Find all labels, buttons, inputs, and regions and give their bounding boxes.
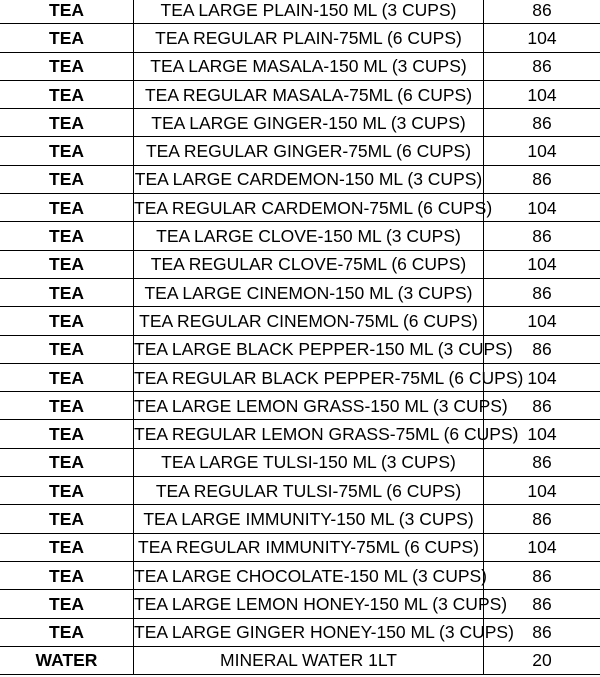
price-cell: 86: [484, 505, 600, 533]
price-cell: 86: [484, 165, 600, 193]
table-row: [0, 0, 600, 24]
category-cell: TEA: [0, 448, 134, 476]
category-cell: TEA: [0, 165, 134, 193]
item-cell: [134, 646, 484, 674]
category-cell: TEA: [0, 477, 134, 505]
item-name: TEA REGULAR LEMON GRASS-75ML (6 CUPS): [134, 424, 519, 445]
item-name: TEA LARGE LEMON HONEY-150 ML (3 CUPS): [134, 593, 508, 614]
item-name: TEA REGULAR CARDEMON-75ML (6 CUPS): [134, 197, 493, 218]
item-cell: [134, 80, 484, 108]
table-row: [0, 80, 600, 108]
item-name: TEA LARGE CHOCOLATE-150 ML (3 CUPS): [134, 565, 488, 586]
item-name: TEA REGULAR BLACK PEPPER-75ML (6 CUPS): [134, 367, 524, 388]
item-cell: [134, 392, 508, 420]
category-cell: TEA: [0, 420, 134, 448]
category-cell: TEA: [0, 561, 134, 589]
category-cell: TEA: [0, 307, 134, 335]
category-cell: TEA: [0, 52, 134, 80]
item-name: TEA REGULAR TULSI-75ML (6 CUPS): [155, 480, 462, 501]
item-cell: [134, 618, 514, 646]
category-cell: TEA: [0, 618, 134, 646]
table-row: [0, 448, 600, 476]
category-cell: TEA: [0, 590, 134, 618]
item-cell: [134, 505, 484, 533]
item-cell: [134, 561, 488, 589]
item-cell: [134, 335, 513, 363]
table-row: [0, 392, 600, 420]
table-row: [0, 109, 600, 137]
table-row: [0, 165, 600, 193]
table-row: [0, 533, 600, 561]
item-cell: [134, 0, 484, 24]
price-cell: 104: [484, 363, 600, 391]
price-cell: 86: [484, 278, 600, 306]
item-cell: [134, 278, 484, 306]
item-name: TEA LARGE LEMON GRASS-150 ML (3 CUPS): [134, 395, 508, 416]
item-name: TEA REGULAR CLOVE-75ML (6 CUPS): [150, 254, 467, 275]
item-cell: [134, 363, 524, 391]
category-cell: TEA: [0, 0, 134, 24]
price-cell: 104: [484, 80, 600, 108]
item-name: TEA REGULAR PLAIN-75ML (6 CUPS): [155, 27, 462, 48]
price-cell: 86: [484, 618, 600, 646]
item-name: TEA LARGE BLACK PEPPER-150 ML (3 CUPS): [134, 339, 513, 360]
table-row: [0, 335, 600, 363]
category-cell: TEA: [0, 278, 134, 306]
category-cell: TEA: [0, 24, 134, 52]
category-cell: TEA: [0, 222, 134, 250]
item-cell: [134, 109, 484, 137]
item-name: TEA LARGE TULSI-150 ML (3 CUPS): [161, 452, 456, 473]
category-cell: TEA: [0, 533, 134, 561]
category-cell: WATER: [0, 646, 134, 674]
price-cell: 20: [484, 646, 600, 674]
category-cell: TEA: [0, 505, 134, 533]
item-cell: [134, 477, 484, 505]
category-cell: TEA: [0, 335, 134, 363]
item-cell: [134, 250, 484, 278]
category-cell: TEA: [0, 392, 134, 420]
item-cell: [134, 24, 484, 52]
category-cell: TEA: [0, 109, 134, 137]
table-row: [0, 505, 600, 533]
item-name: TEA LARGE CLOVE-150 ML (3 CUPS): [156, 226, 461, 247]
item-name: TEA REGULAR MASALA-75ML (6 CUPS): [144, 84, 473, 105]
table-row: [0, 420, 600, 448]
price-cell: 86: [484, 222, 600, 250]
price-cell: 104: [484, 420, 600, 448]
table-row: [0, 477, 600, 505]
table-row: [0, 363, 600, 391]
table-row: [0, 590, 600, 618]
price-cell: 104: [484, 250, 600, 278]
table-row: [0, 250, 600, 278]
price-cell: 86: [484, 0, 600, 24]
item-name: TEA LARGE IMMUNITY-150 ML (3 CUPS): [143, 508, 474, 529]
item-name: TEA LARGE GINGER HONEY-150 ML (3 CUPS): [134, 622, 514, 643]
price-cell: 86: [484, 561, 600, 589]
item-cell: [134, 420, 519, 448]
item-name: TEA REGULAR GINGER-75ML (6 CUPS): [145, 141, 472, 162]
price-cell: 104: [484, 137, 600, 165]
item-name: TEA LARGE MASALA-150 ML (3 CUPS): [150, 56, 467, 77]
price-cell: 86: [484, 590, 600, 618]
price-cell: 104: [484, 24, 600, 52]
item-name: TEA LARGE CINEMON-150 ML (3 CUPS): [144, 282, 473, 303]
price-cell: 86: [484, 448, 600, 476]
item-name: TEA LARGE GINGER-150 ML (3 CUPS): [151, 112, 466, 133]
item-cell: [134, 194, 493, 222]
table-row: [0, 194, 600, 222]
price-cell: 104: [484, 194, 600, 222]
price-cell: 86: [484, 392, 600, 420]
category-cell: TEA: [0, 363, 134, 391]
table-row: [0, 137, 600, 165]
category-cell: TEA: [0, 194, 134, 222]
category-cell: TEA: [0, 80, 134, 108]
table-row: [0, 52, 600, 80]
table-row: [0, 618, 600, 646]
item-name: TEA REGULAR CINEMON-75ML (6 CUPS): [139, 310, 478, 331]
price-cell: 86: [484, 335, 600, 363]
item-name: MINERAL WATER 1LT: [220, 650, 397, 671]
item-cell: [134, 533, 484, 561]
item-name: TEA LARGE PLAIN-150 ML (3 CUPS): [160, 0, 457, 20]
table-row: [0, 307, 600, 335]
price-cell: 104: [484, 477, 600, 505]
price-cell: 86: [484, 109, 600, 137]
table-row: [0, 278, 600, 306]
category-cell: TEA: [0, 137, 134, 165]
item-cell: [134, 222, 484, 250]
item-cell: [134, 137, 484, 165]
category-cell: TEA: [0, 250, 134, 278]
item-cell: [134, 448, 484, 476]
price-cell: 104: [484, 533, 600, 561]
price-cell: 104: [484, 307, 600, 335]
item-cell: [134, 165, 484, 193]
item-name: TEA LARGE CARDEMON-150 ML (3 CUPS): [134, 169, 483, 190]
item-cell: [134, 307, 484, 335]
price-cell: 86: [484, 52, 600, 80]
table-row: [0, 646, 600, 674]
item-cell: [134, 590, 508, 618]
table-row: [0, 24, 600, 52]
item-name: TEA REGULAR IMMUNITY-75ML (6 CUPS): [138, 537, 479, 558]
item-cell: [134, 52, 484, 80]
table-row: [0, 561, 600, 589]
table-row: [0, 222, 600, 250]
